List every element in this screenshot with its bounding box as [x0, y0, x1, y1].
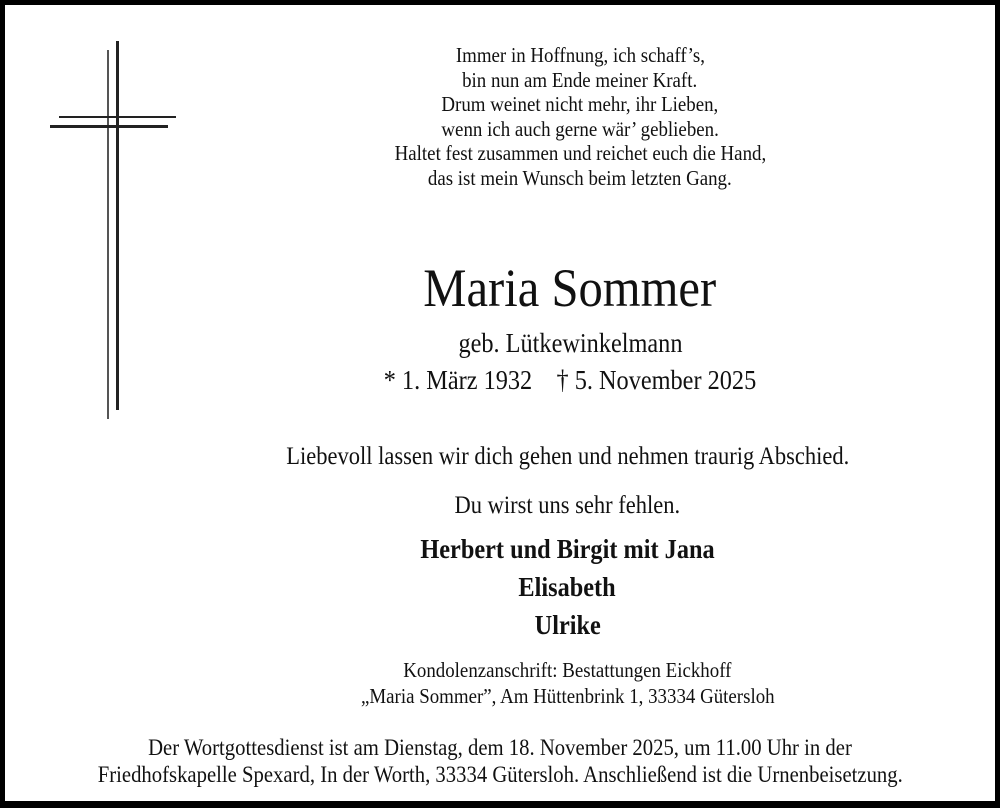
- maiden-name: geb. Lütkewinkelmann: [457, 328, 683, 358]
- mourner: Ulrike: [534, 610, 601, 640]
- service-line: Der Wortgottesdienst ist am Dienstag, dem 18. November 2025, um 11.00 Uhr in der: [148, 735, 852, 760]
- poem-line: bin nun am Ende meiner Kraft.: [462, 67, 698, 92]
- miss-text: Du wirst uns sehr fehlen.: [454, 492, 681, 519]
- poem-line: das ist mein Wunsch beim letzten Gang.: [428, 165, 732, 190]
- poem-line: Immer in Hoffnung, ich schaff’s,: [455, 43, 705, 67]
- poem-line: Haltet fest zusammen und reichet euch die Hand,: [394, 141, 766, 165]
- service-line: Friedhofskapelle Spexard, In der Worth, 33334 Gütersloh. Anschließend ist die Urnenbeisetzung.: [97, 762, 903, 787]
- mourner: Herbert und Birgit mit Jana: [420, 534, 715, 564]
- poem-line: wenn ich auch gerne wär’ geblieben.: [441, 116, 719, 141]
- mourner: Elisabeth: [518, 572, 617, 602]
- farewell-text: Liebevoll lassen wir dich gehen und nehmen traurig Abschied.: [286, 443, 849, 470]
- deceased-name: Maria Sommer: [423, 258, 717, 318]
- poem-line: Drum weinet nicht mehr, ihr Lieben,: [441, 92, 719, 116]
- life-dates: * 1. März 1932 † 5. November 2025: [383, 365, 757, 395]
- condolence-line: Kondolenzanschrift: Bestattungen Eickhoff: [403, 658, 732, 682]
- condolence-line: „Maria Sommer”, Am Hüttenbrink 1, 33334 Gütersloh: [360, 684, 775, 708]
